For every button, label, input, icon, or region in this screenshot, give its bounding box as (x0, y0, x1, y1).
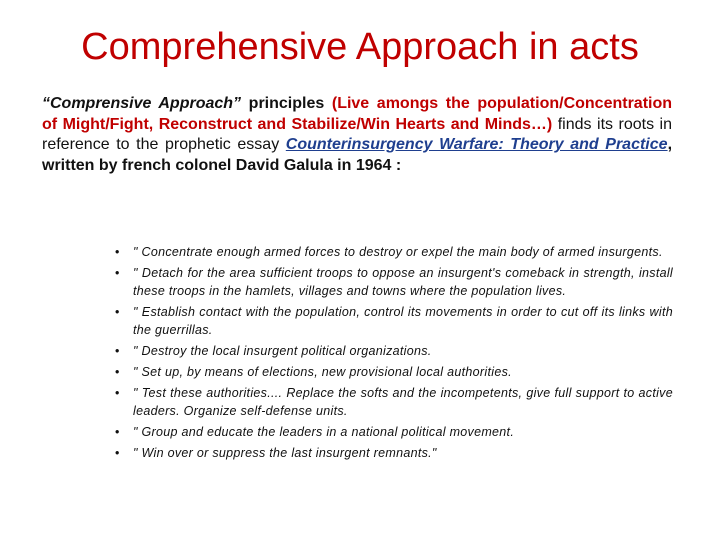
slide-title: Comprehensive Approach in acts (81, 26, 639, 68)
intro-author-text: , written by french colonel David Galula in 1964 : (42, 136, 673, 174)
list-item (115, 303, 673, 339)
intro-principles-word: principles (241, 95, 332, 112)
bullet-icon: • (115, 365, 120, 379)
bullet-icon: • (115, 386, 120, 400)
bullet-icon: • (115, 245, 120, 259)
list-item (115, 384, 673, 420)
bullet-icon: • (115, 305, 120, 319)
bullet-icon: • (115, 446, 120, 460)
list-item-text: " Detach for the area sufficient troops to oppose an insurgent's comeback in strength, install these troops in the hamlets, villages and towns where the population lives. (133, 266, 673, 298)
list-item-text: " Destroy the local insurgent political organizations. (133, 344, 432, 358)
bullet-icon: • (115, 425, 120, 439)
intro-roots-text: finds its roots in reference to the prophetic essay (42, 115, 672, 153)
intro-paragraph (42, 94, 672, 176)
list-item-text: " Concentrate enough armed forces to destroy or expel the main body of armed insurgents. (133, 245, 663, 259)
list-item (115, 243, 673, 261)
bullet-icon: • (115, 344, 120, 358)
intro-principles-list: (Live amongs the population/Concentration of Might/Fight, Reconstruct and Stabilize/Win Hearts and Minds…) (42, 95, 673, 133)
list-item-text: " Set up, by means of elections, new provisional local authorities. (133, 365, 512, 379)
list-item-text: " Test these authorities.... Replace the softs and the incompetents, give full support to active leaders. Organize self-defense units. (133, 386, 673, 418)
list-item (115, 423, 673, 441)
list-item-text: " Establish contact with the population, control its movements in order to cut off its links with the guerrillas. (133, 305, 673, 337)
list-item-text: " Win over or suppress the last insurgent remnants." (133, 446, 437, 460)
bullet-icon: • (115, 266, 120, 280)
list-item (115, 264, 673, 300)
list-item (115, 363, 673, 381)
galula-steps-list (115, 243, 673, 465)
list-item (115, 342, 673, 360)
intro-approach-name: “Comprensive Approach” (42, 95, 242, 112)
list-item (115, 444, 673, 462)
list-item-text: " Group and educate the leaders in a national political movement. (133, 425, 515, 439)
book-title-link[interactable]: Counterinsurgency Warfare: Theory and Practice (285, 136, 668, 153)
